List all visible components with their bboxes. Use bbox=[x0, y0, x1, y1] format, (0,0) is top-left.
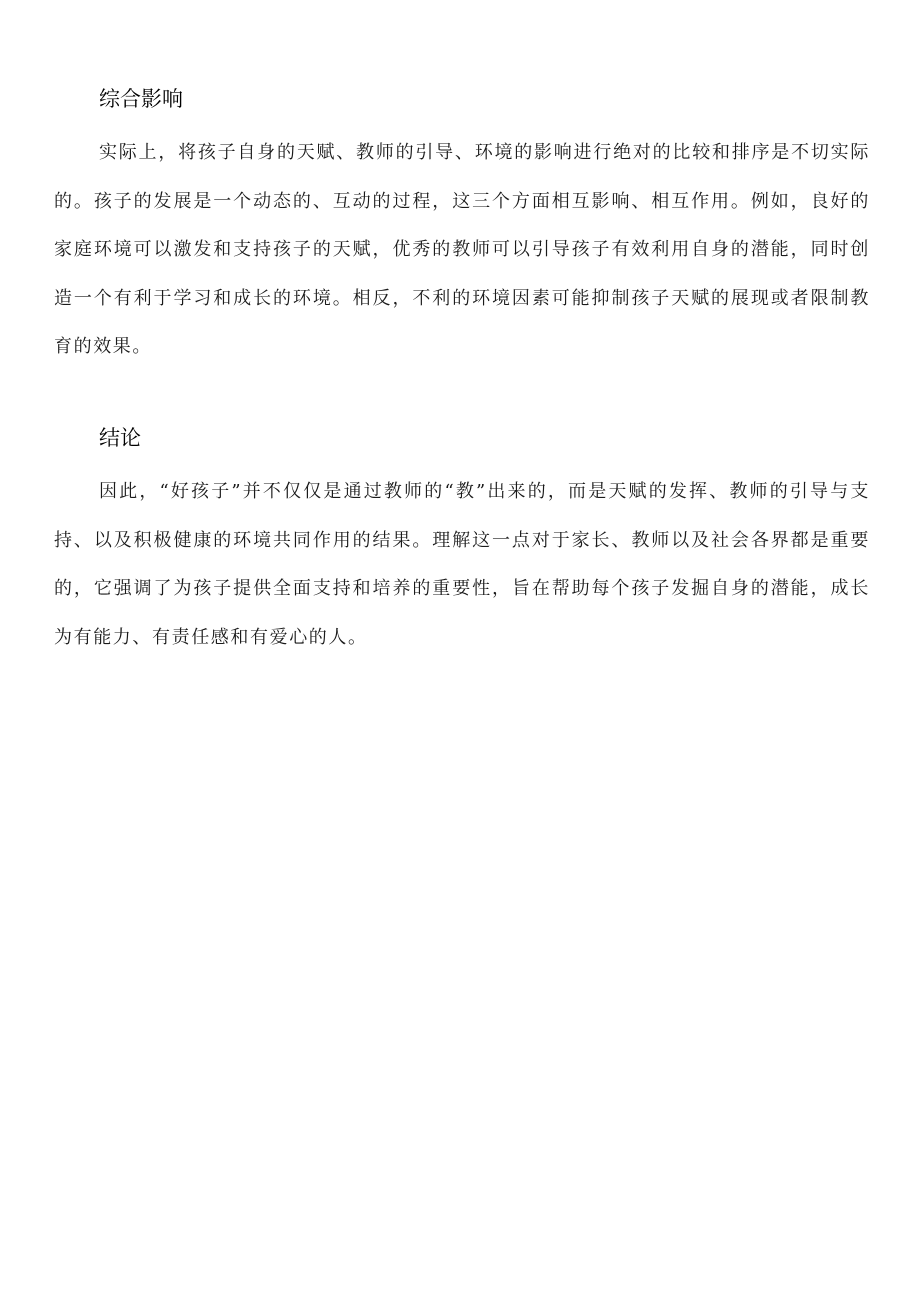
section-heading: 综合影响 bbox=[99, 87, 183, 111]
section-conclusion bbox=[54, 421, 870, 662]
section-paragraph: 因此，“好孩子”并不仅仅是通过教师的“教”出来的，而是天赋的发挥、教师的引导与支持、以及积极健康的环境共同作用的结果。理解这一点对于家长、教师以及社会各界都是重要的，它强调了为孩子提供全面支持和培养的重要性，旨在帮助每个孩子发掘自身的潜能，成长为有能力、有责任感和有爱心的人。 bbox=[54, 481, 870, 648]
section-heading: 结论 bbox=[99, 426, 141, 450]
section-paragraph: 实际上，将孩子自身的天赋、教师的引导、环境的影响进行绝对的比较和排序是不切实际的。孩子的发展是一个动态的、互动的过程，这三个方面相互影响、相互作用。例如，良好的家庭环境可以激发和支持孩子的天赋，优秀的教师可以引导孩子有效利用自身的潜能，同时创造一个有利于学习和成长的环境。相反，不利的环境因素可能抑制孩子天赋的展现或者限制教育的效果。 bbox=[54, 142, 870, 357]
section-comprehensive-impact bbox=[54, 82, 870, 372]
